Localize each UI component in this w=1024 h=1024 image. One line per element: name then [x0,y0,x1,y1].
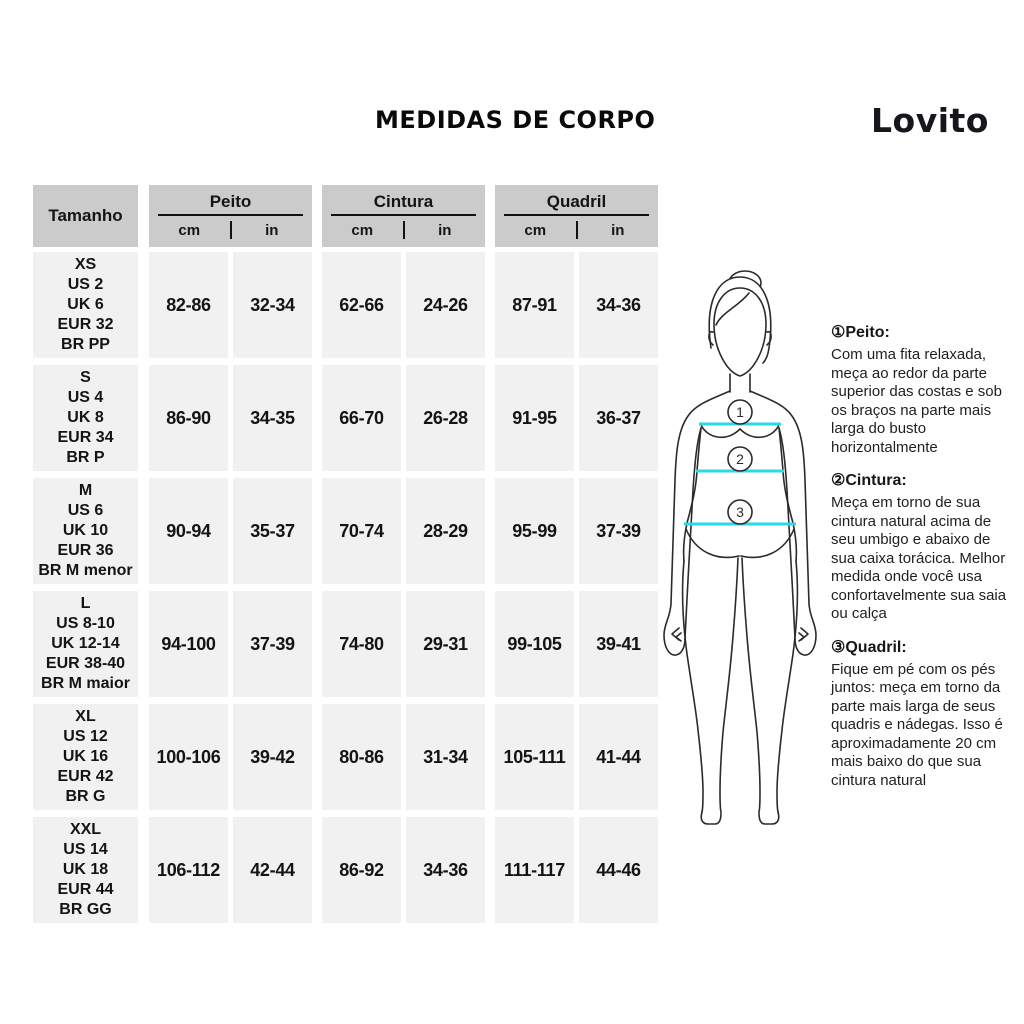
brand-logo: Lovito [871,101,989,140]
marker-number-2: 2 [736,451,744,467]
table-body [33,252,658,923]
size-label-line: US 14 [63,841,108,858]
table-row [33,252,658,358]
group-label: Peito [209,192,252,211]
right-leg-outer [777,561,797,812]
measurement-value-cell: 94-100 [149,591,228,697]
note-body: Fique em pé com os pés juntos: meça em torno da parte mais larga de seus quadris e nádegas. Isso é aproximadamente 20 cm mais baixo do que sua cintura natural [831,660,1003,789]
note-title: Cintura: [845,472,907,489]
unit-row [322,218,485,242]
measurement-value-cell: 37-39 [233,591,312,697]
measurement-value-cell: 90-94 [149,478,228,584]
measurement-value-cell: 26-28 [406,365,485,471]
measure-group-header [149,185,312,247]
note-body: Com uma fita relaxada, meça ao redor da parte superior das costas e sob os braços na parte mais larga do busto horizontalmente [831,346,1002,456]
measurement-value-cell: 35-37 [233,478,312,584]
marker-number-1: 1 [736,404,744,420]
page-title: MEDIDAS DE CORPO [375,106,656,134]
measurement-value-cell: 100-106 [149,704,228,810]
unit-row [149,218,312,242]
right-foot [759,812,779,824]
note-heading [831,470,1013,490]
size-cell [33,591,138,697]
measurement-value-cell: 28-29 [406,478,485,584]
table-row [33,817,658,923]
table-header-row [33,185,658,247]
column-header-tamanho: Tamanho [33,185,138,247]
measurement-value-cell: 99-105 [495,591,574,697]
measurement-value-cell: 32-34 [233,252,312,358]
note-body: Meça em torno de sua cintura natural acima de seu umbigo e abaixo de sua caixa torácica. Melhor medida onde você usa confortavelmente sua saia ou calça [831,494,1007,622]
size-label-line: BR PP [61,336,110,353]
size-label-line: EUR 44 [57,881,114,898]
header-divider-line [158,214,303,216]
unit-row [495,218,658,242]
measurement-value-cell: 62-66 [322,252,401,358]
unit-cm-label: cm [524,221,547,239]
measurement-value-cell: 44-46 [579,817,658,923]
unit-cm-label: cm [178,221,201,239]
size-label-line: EUR 36 [57,542,114,559]
right-leg-inner [742,558,760,812]
left-hand-fingers [672,628,681,641]
size-label-line: UK 10 [62,522,109,539]
measurement-value-cell: 66-70 [322,365,401,471]
measurement-note [831,470,1013,624]
table-row [33,478,658,584]
measurement-value-cell: 39-41 [579,591,658,697]
size-label-line: UK 18 [62,861,109,878]
size-label-line: EUR 34 [57,429,114,446]
measure-group-header [322,185,485,247]
right-hand-fingers [799,628,808,641]
measurement-value-cell: 31-34 [406,704,485,810]
group-label: Quadril [546,192,607,211]
left-foot [701,812,721,824]
size-label-line: US 6 [67,502,104,519]
measurement-value-cell: 95-99 [495,478,574,584]
note-title: Quadril: [845,638,907,656]
size-label-line: L [80,595,91,612]
measurement-value-cell: 34-36 [406,817,485,923]
measurement-value-cell: 24-26 [406,252,485,358]
left-leg-outer [683,561,703,812]
size-label-line: US 4 [67,389,104,406]
size-label-line: BR M maior [41,675,130,692]
measurement-value-cell: 91-95 [495,365,574,471]
measurement-value-cell: 106-112 [149,817,228,923]
size-label-line: EUR 42 [57,768,114,785]
size-label-line: BR M menor [38,562,133,579]
size-cell [33,817,138,923]
size-label-line: BR P [66,449,105,466]
left-leg-inner [720,558,738,812]
measurement-value-cell: 29-31 [406,591,485,697]
size-label-line: US 8-10 [56,615,115,632]
table-row [33,365,658,471]
measurement-note [831,322,1013,457]
header-divider-line [331,214,476,216]
measurement-value-cell: 86-92 [322,817,401,923]
size-cell [33,252,138,358]
size-label-line: BR GG [59,901,112,918]
size-cell [33,365,138,471]
measurement-value-cell: 42-44 [233,817,312,923]
size-label-line: XS [74,256,97,273]
unit-cm-label: cm [351,221,374,239]
measurement-value-cell: 36-37 [579,365,658,471]
measurement-value-cell: 70-74 [322,478,401,584]
bust-curves [701,425,779,437]
size-label-line: US 12 [63,728,108,745]
size-label-line: UK 12-14 [51,635,120,652]
measurement-value-cell: 37-39 [579,478,658,584]
table-row [33,704,658,810]
size-label-line: EUR 38-40 [45,655,126,672]
size-label-line: EUR 32 [57,316,114,333]
size-table [33,185,658,923]
panty-right-curve [741,529,794,557]
size-label-line: S [80,369,91,386]
unit-in-label: in [265,221,279,239]
size-cell [33,704,138,810]
measurement-value-cell: 80-86 [322,704,401,810]
measurement-note [831,637,1013,791]
circled-number-icon: ③ [831,638,846,656]
measure-group-header [495,185,658,247]
measurement-value-cell: 41-44 [579,704,658,810]
size-label-line: XXL [69,821,102,838]
note-heading [831,322,1013,342]
measurement-value-cell: 39-42 [233,704,312,810]
panty-left-curve [686,529,739,557]
measurement-value-cell: 34-36 [579,252,658,358]
measurement-value-cell: 34-35 [233,365,312,471]
size-label-line: M [78,482,93,499]
measure-group-headers [149,185,658,247]
size-label-line: UK 16 [62,748,109,765]
size-label-line: US 2 [67,276,104,293]
circled-number-icon: ① [831,324,846,341]
marker-number-3: 3 [736,504,744,520]
measurement-value-cell: 86-90 [149,365,228,471]
circled-number-icon: ② [831,472,846,489]
size-label-line: UK 8 [67,409,104,426]
size-label-line: UK 6 [67,296,104,313]
note-heading [831,637,1013,657]
measurement-value-cell: 111-117 [495,817,574,923]
header-divider-line [504,214,649,216]
size-cell [33,478,138,584]
body-figure-illustration [650,262,830,832]
measurement-notes [831,322,1013,803]
group-label: Cintura [373,192,434,211]
unit-in-label: in [438,221,452,239]
table-row [33,591,658,697]
size-label-line: BR G [65,788,106,805]
size-label-line: XL [75,708,96,725]
measurement-value-cell: 105-111 [495,704,574,810]
measurement-value-cell: 82-86 [149,252,228,358]
unit-in-label: in [611,221,625,239]
measurement-value-cell: 74-80 [322,591,401,697]
note-title: Peito: [845,324,890,341]
measurement-value-cell: 87-91 [495,252,574,358]
